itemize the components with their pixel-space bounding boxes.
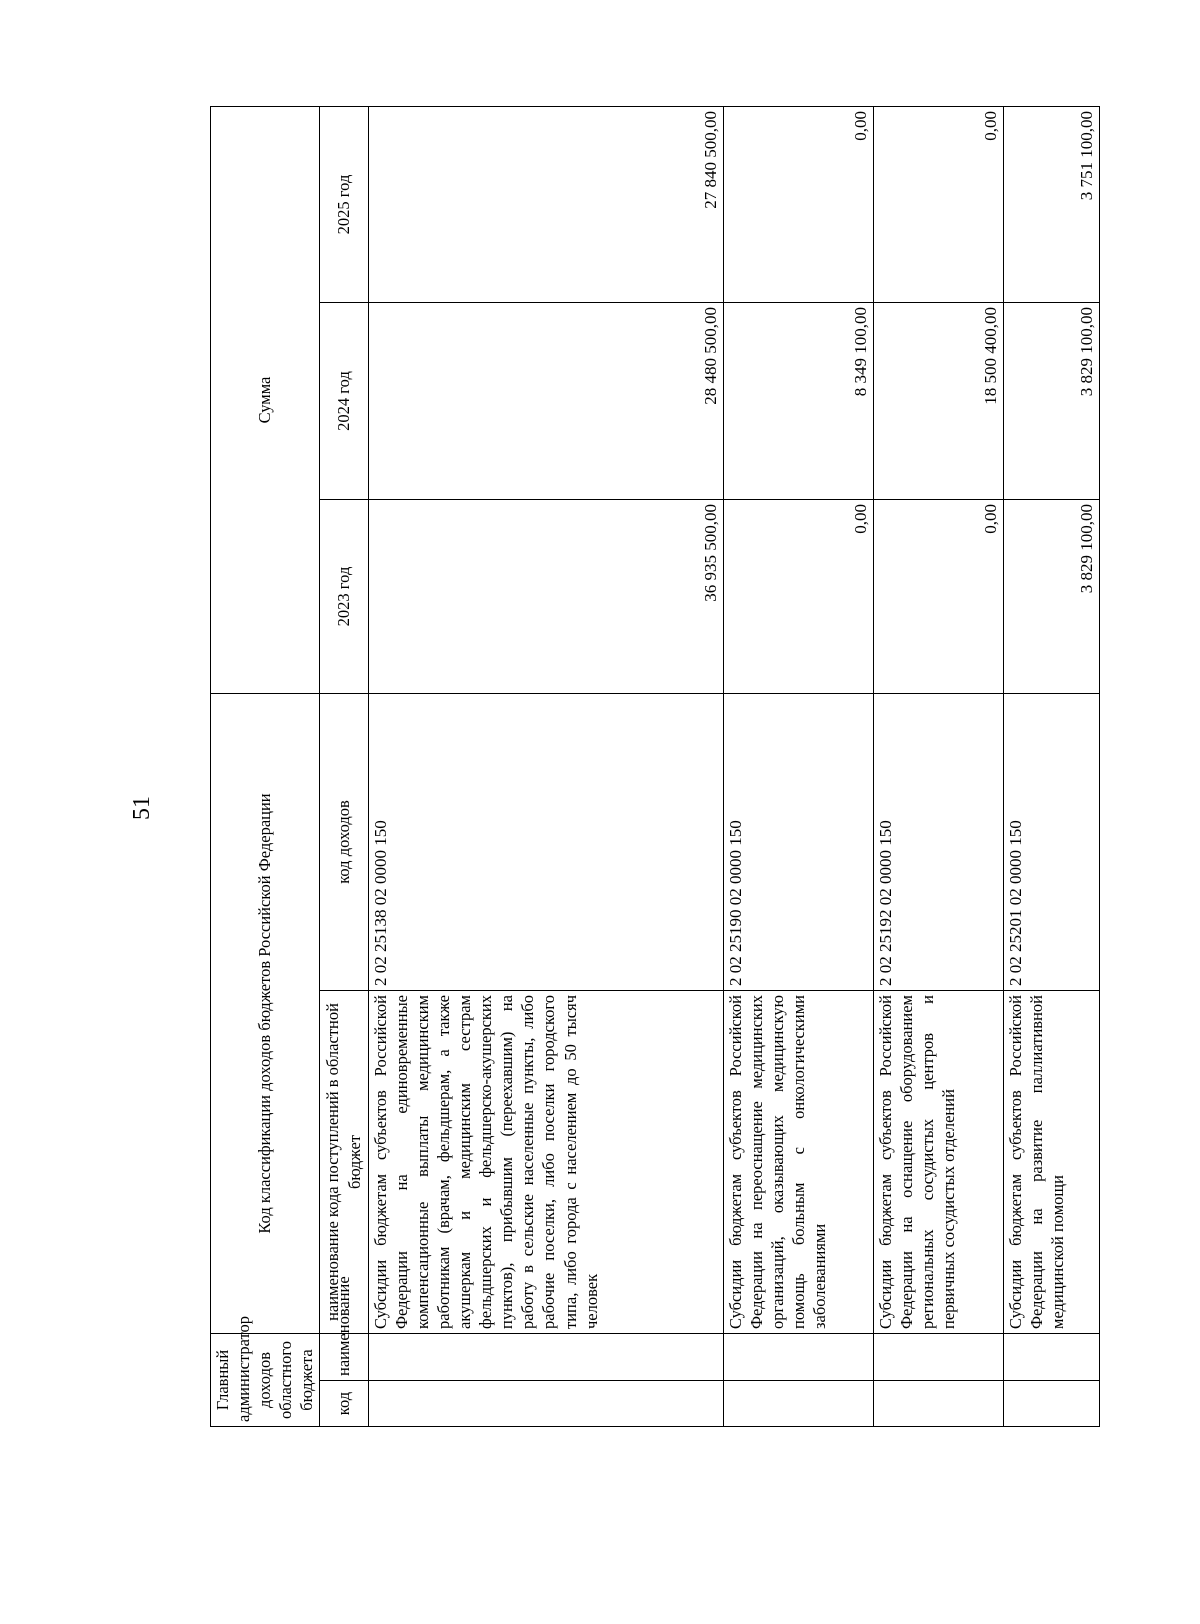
header-col-income-code: код доходов [319,693,368,990]
table-row [873,106,1003,1426]
header-col-name: наименование [319,1334,368,1381]
row-income-name: Субсидии бюджетам субъектов Российской Федерации на развитие паллиативной медицинской помощи [1003,991,1099,1334]
row-income-name: Субсидии бюджетам субъектов Российской Федерации на оснащение оборудованием региональных сосудистых центров и первичных сосудистых отделений [873,991,1003,1334]
row-2023: 3 829 100,00 [1003,499,1099,693]
row-2024: 3 829 100,00 [1003,302,1099,499]
row-2024: 8 349 100,00 [723,302,873,499]
header-admin-group: Главный администратор доходов областного бюджета [211,1334,320,1427]
header-col-2023: 2023 год [319,499,368,693]
header-row-columns [319,106,368,1426]
row-name [873,1334,1003,1381]
row-code [873,1381,1003,1427]
page-number: 51 [129,796,155,820]
row-income-code: 2 02 25192 02 0000 150 [873,693,1003,990]
row-income-code: 2 02 25190 02 0000 150 [723,693,873,990]
row-2025: 27 840 500,00 [368,106,723,302]
table-row [723,106,873,1426]
row-income-code: 2 02 25138 02 0000 150 [368,693,723,990]
header-col-2025: 2025 год [319,106,368,302]
row-income-name: Субсидии бюджетам субъектов Российской Федерации на переоснащение медицинских организаций, оказывающих медицинскую помощь больным с онкологическими заболеваниями [723,991,873,1334]
row-name [368,1334,723,1381]
row-income-name: Субсидии бюджетам субъектов Российской Федерации на единовременные компенсационные выплаты медицинским работникам (врачам, фельдшерам, а также акушеркам и медицинским сестрам фельдшерских и фельдшерско-акушерских пунктов), прибывшим (переехавшим) на работу в сельские населенные пункты, либо рабочие поселки, либо поселки городского типа, либо города с населением до 50 тысяч человек [368,991,723,1334]
row-2025: 0,00 [723,106,873,302]
row-2025: 3 751 100,00 [1003,106,1099,302]
row-code [1003,1381,1099,1427]
row-code [723,1381,873,1427]
row-code [368,1381,723,1427]
header-sum-group: Сумма [211,106,320,693]
header-class-group: Код классификации доходов бюджетов Российской Федерации [211,693,320,1333]
row-2023: 0,00 [723,499,873,693]
row-2025: 0,00 [873,106,1003,302]
row-2023: 0,00 [873,499,1003,693]
header-col-2024: 2024 год [319,302,368,499]
rotated-table-container [210,107,1096,1427]
header-row-groups [211,106,320,1426]
header-col-income-name: наименование кода поступлений в областной бюджет [319,991,368,1334]
row-name [1003,1334,1099,1381]
row-2023: 36 935 500,00 [368,499,723,693]
income-classification-table [210,106,1100,1427]
row-income-code: 2 02 25201 02 0000 150 [1003,693,1099,990]
header-col-code: код [319,1381,368,1427]
table-row [1003,106,1099,1426]
row-2024: 18 500 400,00 [873,302,1003,499]
table-row [368,106,723,1426]
row-name [723,1334,873,1381]
row-2024: 28 480 500,00 [368,302,723,499]
